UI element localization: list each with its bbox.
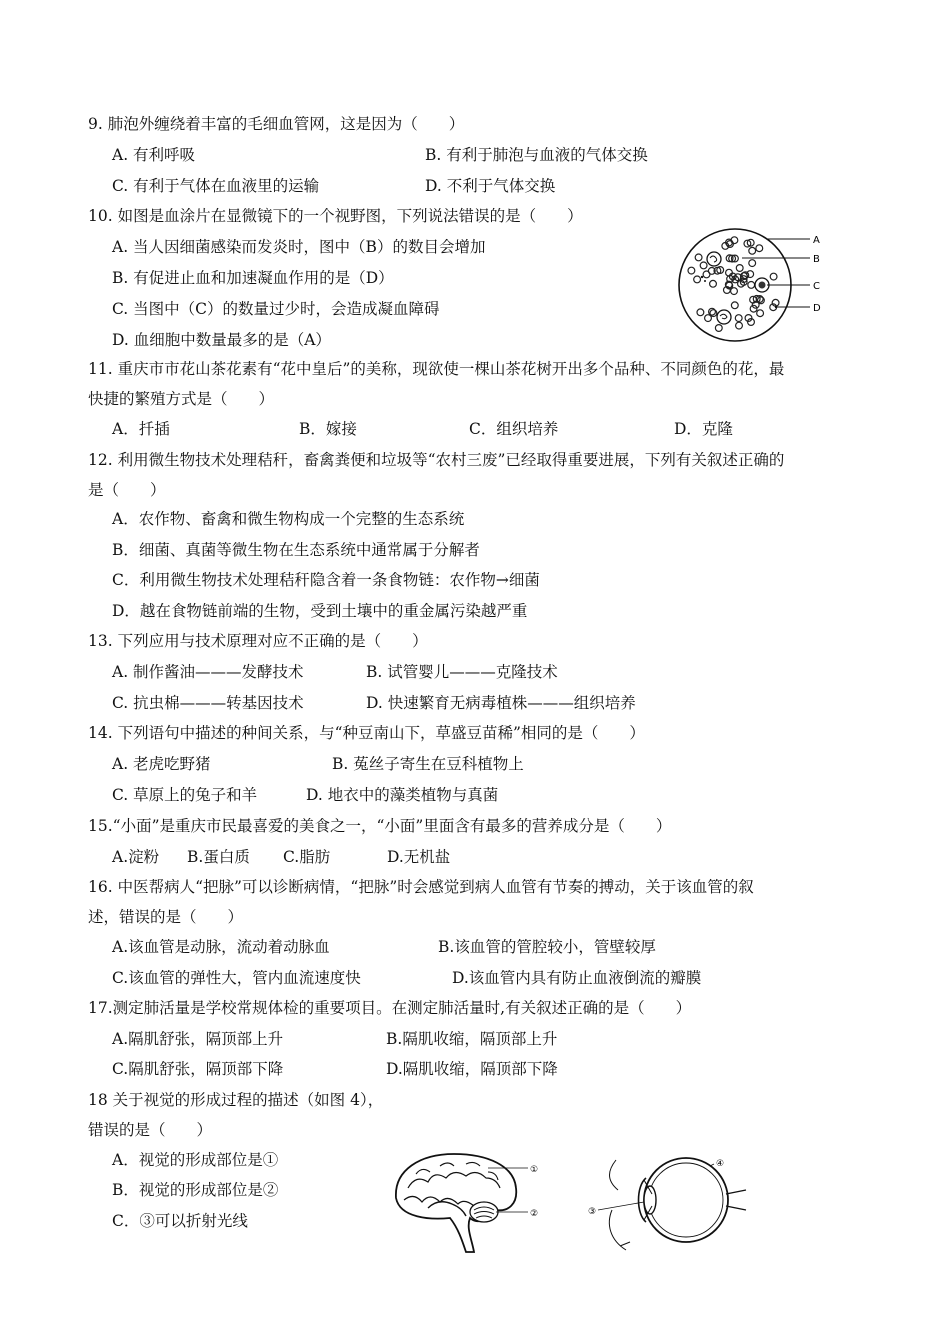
eye-label-4: ④: [716, 1159, 725, 1169]
q10-option-c: C. 当图中（C）的数量过少时，会造成凝血障碍: [112, 300, 440, 318]
q11-option-c: C．组织培养: [469, 420, 559, 438]
q11-option-a: A．扦插: [112, 420, 170, 438]
brain-figure: [388, 1148, 548, 1258]
brain-label-1: ①: [530, 1165, 539, 1175]
q13-option-b: B. 试管婴儿———克隆技术: [366, 663, 558, 681]
q10-stem: 10. 如图是血涂片在显微镜下的一个视野图，下列说法错误的是（ ）: [88, 207, 583, 225]
q18-stem-line2: 错误的是（ ）: [88, 1121, 213, 1139]
blood-label-d: D: [813, 303, 821, 314]
q13-stem: 13. 下列应用与技术原理对应不正确的是（ ）: [88, 632, 428, 650]
q14-option-d: D. 地衣中的藻类植物与真菌: [306, 786, 499, 804]
q14-option-c: C. 草原上的兔子和羊: [112, 786, 258, 804]
q9-option-a: A. 有利呼吸: [112, 146, 196, 164]
eye-figure: [586, 1150, 756, 1260]
q13-option-d: D. 快速繁育无病毒植株———组织培养: [366, 694, 636, 712]
q13-option-a: A. 制作酱油———发酵技术: [112, 663, 304, 681]
q18-option-c: C．③可以折射光线: [112, 1212, 248, 1230]
q14-option-a: A. 老虎吃野猪: [112, 755, 211, 773]
q16-option-b: B.该血管的管腔较小，管壁较厚: [438, 938, 656, 956]
q17-option-c: C.隔肌舒张，隔顶部下降: [112, 1060, 284, 1078]
blood-smear-figure: [672, 225, 832, 345]
q16-stem-line1: 16. 中医帮病人“把脉”可以诊断病情，“把脉”时会感觉到病人血管有节奏的搏动，关于该血管的叙: [88, 878, 754, 896]
q11-option-b: B．嫁接: [299, 420, 357, 438]
q10-option-a: A. 当人因细菌感染而发炎时，图中（B）的数目会增加: [112, 238, 486, 256]
q15-option-c: C.脂肪: [283, 848, 331, 866]
q12-option-a: A．农作物、畜禽和微生物构成一个完整的生态系统: [112, 510, 465, 528]
eye-label-3: ③: [588, 1207, 597, 1217]
blood-label-b: B: [813, 254, 820, 265]
q11-stem-line1: 11. 重庆市市花山茶花素有“花中皇后”的美称，现欲使一棵山茶花树开出多个品种、不同颜色的花，最: [88, 360, 785, 378]
q12-option-d: D．越在食物链前端的生物，受到土壤中的重金属污染越严重: [112, 602, 528, 620]
q9-option-b: B. 有利于肺泡与血液的气体交换: [425, 146, 648, 164]
brain-label-2: ②: [530, 1209, 539, 1219]
q10-option-d: D. 血细胞中数量最多的是（A）: [112, 331, 331, 349]
q15-stem: 15.“小面”是重庆市民最喜爱的美食之一，“小面”里面含有最多的营养成分是（ ）: [88, 817, 672, 835]
q12-option-c: C．利用微生物技术处理秸秆隐含着一条食物链：农作物→细菌: [112, 571, 540, 589]
q15-option-a: A.淀粉: [112, 848, 160, 866]
q14-stem: 14. 下列语句中描述的种间关系，与“种豆南山下，草盛豆苗稀”相同的是（ ）: [88, 724, 645, 742]
q16-stem-line2: 述，错误的是（ ）: [88, 908, 244, 926]
q17-option-d: D.隔肌收缩，隔顶部下降: [386, 1060, 558, 1078]
q11-option-d: D．克隆: [674, 420, 733, 438]
q18-stem-line1: 18 关于视觉的形成过程的描述（如图 4），: [88, 1091, 384, 1109]
q13-option-c: C. 抗虫棉———转基因技术: [112, 694, 304, 712]
q9-option-c: C. 有利于气体在血液里的运输: [112, 177, 320, 195]
q9-option-d: D. 不利于气体交换: [425, 177, 556, 195]
q16-option-d: D.该血管内具有防止血液倒流的瓣膜: [452, 969, 702, 987]
blood-label-a: A: [813, 235, 820, 246]
q10-option-b: B. 有促进止血和加速凝血作用的是（D）: [112, 269, 394, 287]
q15-option-b: B.蛋白质: [187, 848, 250, 866]
q17-option-b: B.隔肌收缩，隔顶部上升: [386, 1030, 558, 1048]
q17-option-a: A.隔肌舒张，隔顶部上升: [112, 1030, 284, 1048]
q12-stem-line2: 是（ ）: [88, 481, 166, 499]
q9-stem: 9. 肺泡外缠绕着丰富的毛细血管网，这是因为（ ）: [88, 115, 465, 133]
blood-label-c: C: [813, 281, 820, 292]
q15-option-d: D.无机盐: [387, 848, 451, 866]
q16-option-c: C.该血管的弹性大，管内血流速度快: [112, 969, 361, 987]
q12-option-b: B．细菌、真菌等微生物在生态系统中通常属于分解者: [112, 541, 480, 559]
q16-option-a: A.该血管是动脉，流动着动脉血: [112, 938, 330, 956]
q18-option-b: B．视觉的形成部位是②: [112, 1181, 279, 1199]
q18-option-a: A．视觉的形成部位是①: [112, 1151, 279, 1169]
q11-stem-line2: 快捷的繁殖方式是（ ）: [88, 390, 275, 408]
q14-option-b: B. 菟丝子寄生在豆科植物上: [332, 755, 524, 773]
q12-stem-line1: 12. 利用微生物技术处理秸秆，畜禽粪便和垃圾等“农村三废”已经取得重要进展，下列有关叙述正确的: [88, 451, 785, 469]
q17-stem: 17.测定肺活量是学校常规体检的重要项目。在测定肺活量时,有关叙述正确的是（ ）: [88, 999, 692, 1017]
